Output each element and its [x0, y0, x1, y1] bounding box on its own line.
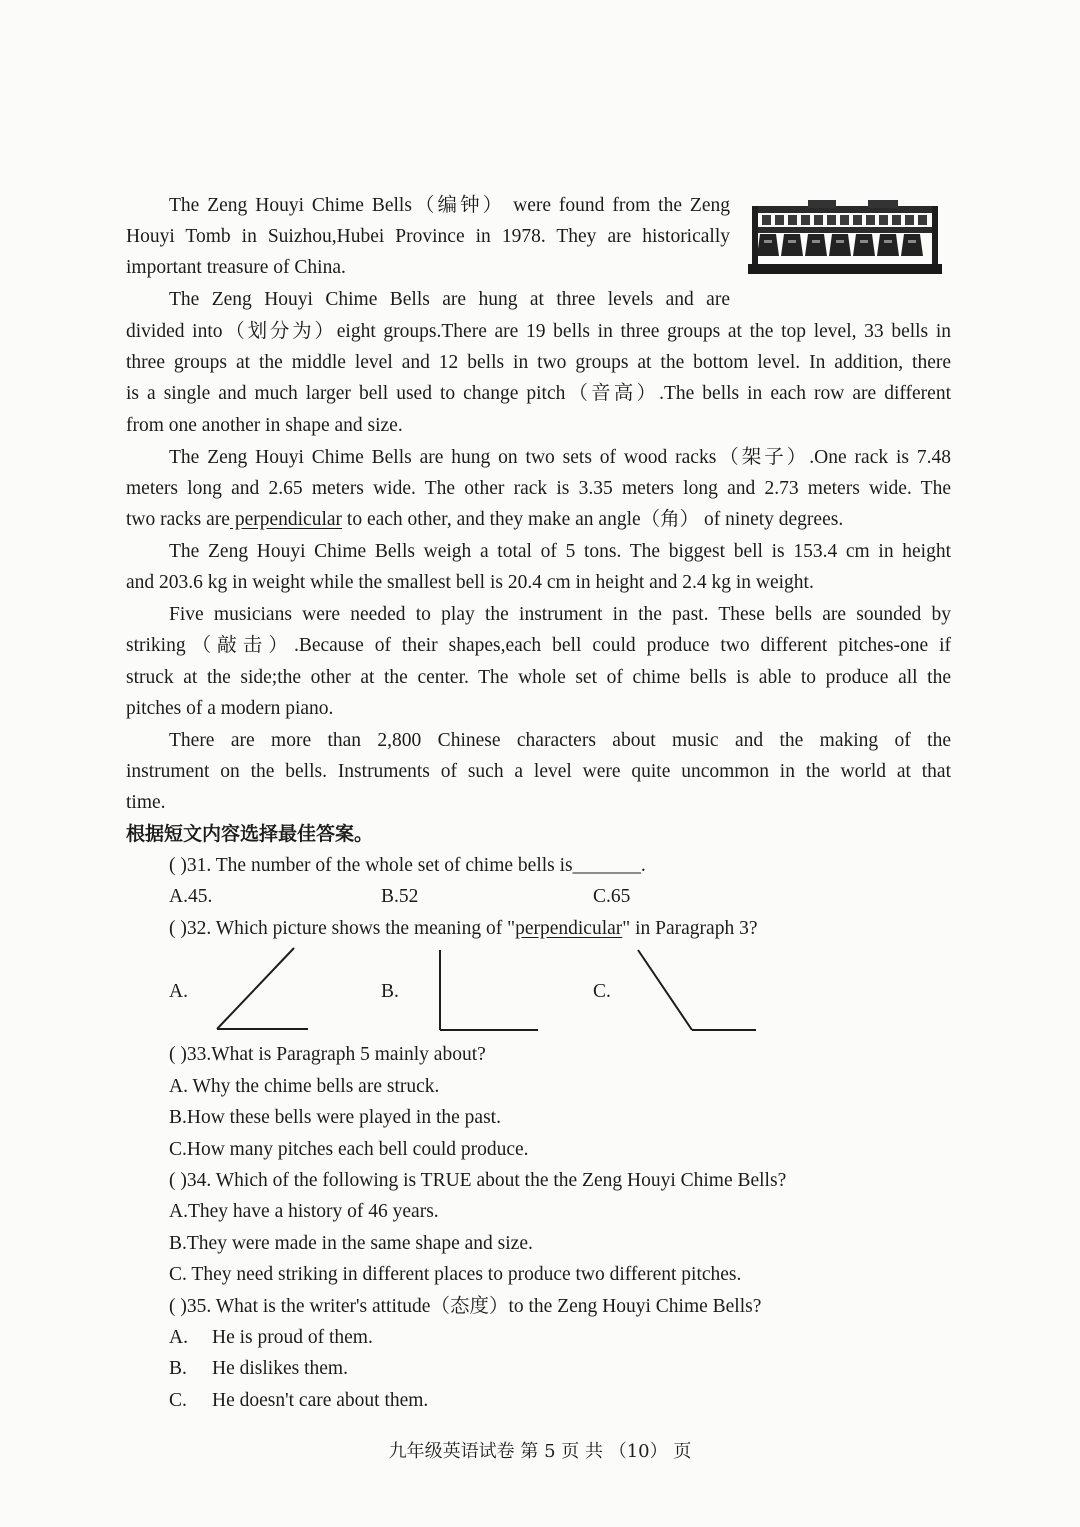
question-35: ( )35. What is the writer's attitude（态度）to the Zeng Houyi Chime Bells?	[169, 1296, 762, 1317]
paragraph-1-line-3: important treasure of China.	[126, 257, 346, 278]
paragraph-5-line-1: Five musicians were needed to play the instrument in the past. These bells are sounded by	[169, 604, 951, 625]
paragraph-2-line-2: divided into（划分为）eight groups.There are 19 bells in three groups at the top level, 33 bells in	[126, 321, 951, 342]
paragraph-5-line-2: striking（敲击）.Because of their shapes,each bell could produce two different pitches-one if	[126, 635, 951, 656]
paragraph-2-line-4: is a single and much larger bell used to change pitch（音高）.The bells in each row are different	[126, 383, 951, 404]
text-before: two racks are	[126, 509, 230, 530]
q35-option-c-letter: C.	[169, 1390, 187, 1411]
section-instruction: 根据短文内容选择最佳答案。	[126, 823, 374, 845]
text-after: to each other, and they make an angle（角） of ninety degrees.	[342, 509, 844, 530]
paragraph-3-line-2: meters long and 2.65 meters wide. The other rack is 3.35 meters long and 2.73 meters wide. The	[126, 478, 951, 499]
q31-option-b: B.52	[381, 886, 419, 907]
question-34: ( )34. Which of the following is TRUE about the the Zeng Houyi Chime Bells?	[169, 1170, 787, 1191]
paragraph-6-line-1: There are more than 2,800 Chinese characters about music and the making of the	[169, 730, 951, 751]
paragraph-2-line-1: The Zeng Houyi Chime Bells are hung at three levels and are	[169, 289, 730, 310]
question-32	[169, 917, 757, 941]
paragraph-5-line-4: pitches of a modern piano.	[126, 698, 334, 719]
question-31	[169, 854, 646, 878]
paragraph-1-line-2: Houyi Tomb in Suizhou,Hubei Province in 1978. They are historically	[126, 226, 730, 247]
question-31-end: .	[640, 855, 646, 876]
acute-angle-diagram	[212, 944, 312, 1034]
q34-option-c: C. They need striking in different places to produce two different pitches.	[169, 1264, 742, 1285]
paragraph-6-line-3: time.	[126, 792, 166, 813]
paragraph-6-line-2: instrument on the bells. Instruments of such a level were quite uncommon in the world at that	[126, 761, 951, 782]
q33-option-b: B.How these bells were played in the past.	[169, 1107, 501, 1128]
q33-option-a: A. Why the chime bells are struck.	[169, 1076, 440, 1097]
q35-option-a-letter: A.	[169, 1327, 188, 1348]
paragraph-2-line-3: three groups at the middle level and 12 bells in two groups at the bottom level. In addition, there	[126, 352, 951, 373]
q31-option-c: C.65	[593, 886, 631, 907]
question-32-before: ( )32. Which picture shows the meaning of "	[169, 918, 516, 939]
paragraph-2-line-5: from one another in shape and size.	[126, 415, 403, 436]
q35-option-b: He dislikes them.	[212, 1358, 348, 1379]
paragraph-4-line-1: The Zeng Houyi Chime Bells weigh a total of 5 tons. The biggest bell is 153.4 cm in height	[169, 541, 951, 562]
paragraph-4-line-2: and 203.6 kg in weight while the smallest bell is 20.4 cm in height and 2.4 kg in weight.	[126, 572, 814, 593]
chime-bells-image	[748, 196, 942, 280]
q32-option-a: A.	[169, 981, 188, 1002]
q32-option-b: B.	[381, 981, 399, 1002]
paragraph-3-line-3	[126, 508, 843, 532]
answer-blank: _______	[572, 855, 641, 876]
perpendicular-word: perpendicular	[229, 509, 343, 530]
paragraph-3-line-1: The Zeng Houyi Chime Bells are hung on two sets of wood racks（架子）.One rack is 7.48	[169, 447, 951, 468]
question-31-text: ( )31. The number of the whole set of chime bells is	[169, 855, 573, 876]
question-33: ( )33.What is Paragraph 5 mainly about?	[169, 1044, 486, 1065]
paragraph-5-line-3: struck at the side;the other at the center. The whole set of chime bells is able to produce all the	[126, 667, 951, 688]
q35-option-b-letter: B.	[169, 1358, 187, 1379]
q31-option-a: A.45.	[169, 886, 213, 907]
q32-option-c: C.	[593, 981, 611, 1002]
paragraph-1-line-1: The Zeng Houyi Chime Bells（编钟） were found from the Zeng	[169, 195, 730, 216]
q35-option-c: He doesn't care about them.	[212, 1390, 429, 1411]
page-footer: 九年级英语试卷 第 5 页 共 （10） 页	[388, 1441, 692, 1462]
q33-option-c: C.How many pitches each bell could produce.	[169, 1139, 529, 1160]
q34-option-b: B.They were made in the same shape and size.	[169, 1233, 533, 1254]
right-angle-diagram	[432, 944, 542, 1034]
q35-option-a: He is proud of them.	[212, 1327, 373, 1348]
question-32-after: " in Paragraph 3?	[622, 918, 758, 939]
obtuse-angle-diagram	[634, 944, 758, 1034]
q34-option-a: A.They have a history of 46 years.	[169, 1201, 439, 1222]
question-32-word: perpendicular	[515, 918, 623, 939]
